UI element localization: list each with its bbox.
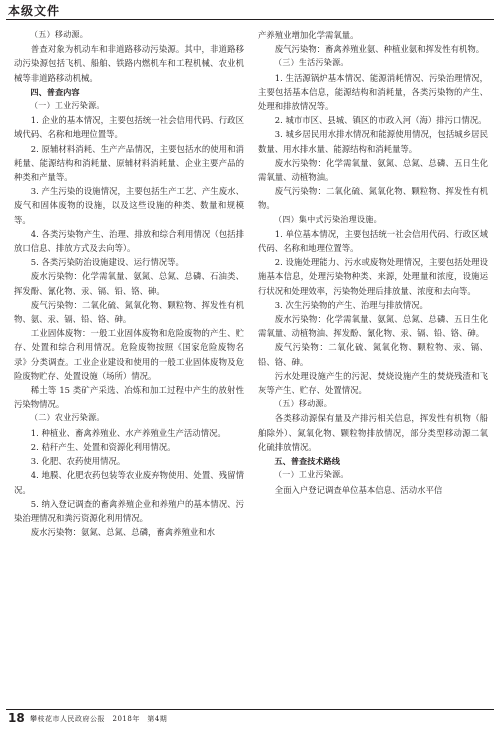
paragraph: 废气污染物：畜禽养殖业氨、种植业氨和挥发性有机物。	[274, 44, 485, 55]
paragraph-continuation: 产养殖业增加化学需氧量。	[258, 30, 359, 40]
section-title: 本级文件	[8, 4, 61, 18]
paragraph: 4. 各类污染物产生、治理、排放和综合利用情况（包括排放口信息、排放方式及去向等）。	[14, 228, 244, 254]
left-column	[14, 28, 244, 698]
right-column	[258, 28, 488, 698]
page-number: 18	[8, 711, 25, 725]
section-heading: 四、普查内容	[30, 86, 80, 97]
subsection-heading: （二）农业污染源。	[30, 413, 105, 423]
subsection-heading: （五）移动源。	[30, 30, 89, 39]
paragraph: 全面入户登记调查单位基本信息、活动水平信	[274, 484, 443, 495]
subsection-heading: （五）移动源。	[274, 399, 333, 409]
page-footer	[0, 701, 500, 731]
footer-rule	[6, 709, 494, 710]
paragraph: 1. 单位基本情况，主要包括统一社会信用代码、行政区域代码、名称和地理位置等。	[258, 228, 488, 254]
paragraph: 废水污染物：化学需氧量、氨氮、总氮、总磷、五日生化需氧量、动植物油、挥发酚、氰化物、汞、镉、铅、铬、砷。	[258, 314, 488, 339]
paragraph: 1. 生活源锅炉基本情况、能源消耗情况、污染治理情况，主要包括基本信息，能源结构和消耗量，各类污染物的产生、处理和排放情况等。	[258, 72, 488, 112]
subsection-heading: （四）集中式污染治理设施。	[274, 214, 382, 224]
paragraph: 废气污染物：二氧化硫、氮氧化物、颗粒物、挥发性有机物。	[258, 186, 488, 211]
header-rule	[6, 19, 494, 20]
paragraph: 2. 城市市区、县城、镇区的市政入河（海）排污口情况。	[274, 115, 487, 126]
paragraph: 3. 城乡居民用水排水情况和能源使用情况，包括城乡居民数量、用水排水量、能源结构和消耗量等。	[258, 129, 488, 154]
publication-source: 攀枝花市人民政府公报 2018年 第4期	[30, 715, 168, 723]
paragraph: 3. 次生污染物的产生、治理与排放情况。	[274, 299, 428, 310]
paragraph: 污水处理设施产生的污泥、焚烧设施产生的焚烧残渣和飞灰等产生、贮存、处置情况。	[258, 370, 488, 396]
section-heading: 五、普查技术路线	[274, 456, 340, 467]
paragraph: 3. 产生污染的设施情况，主要包括生产工艺、产生废水、废气和固体废物的设施，以及这些设施的种类、数量和规模等。	[14, 186, 244, 225]
paragraph: 2. 原辅材料消耗、生产产品情况，主要包括水的使用和消耗量、能源结构和消耗量、原辅材料消耗量、企业主要产品的种类和产量等。	[14, 143, 244, 183]
paragraph: 2. 设施处理能力、污水或废物处理情况，主要包括处理设施基本信息，处理污染物种类、来源，处理量和浓度，设施运行状况和处理效率，污染物处理后排放量、浓度和去向等。	[258, 257, 488, 296]
paragraph: 废水污染物：氨氮、总氮、总磷，畜禽养殖业和水	[30, 527, 216, 538]
paragraph: 普查对象为机动车和非道路移动污染源。其中，非道路移动污染源包括飞机、船舶、铁路内燃机车和工程机械、农业机械等非道路移动机械。	[14, 44, 244, 83]
paragraph: 废气污染物：二氧化硫、氮氧化物、颗粒物、汞、镉、铅、铬、砷。	[258, 342, 488, 367]
paragraph: 5. 纳入登记调查的畜禽养殖企业和养殖户的基本情况、污染治理情况和粪污资源化利用情况。	[14, 498, 244, 523]
paragraph: 稀土等 15 类矿产采选、冶炼和加工过程中产生的放射性污染物情况。	[14, 385, 244, 410]
paragraph: 各类移动源保有量及产排污相关信息，挥发性有机物（船舶除外）、氮氧化物、颗粒物排放情况，部分类型移动源二氧化硫排放情况。	[258, 413, 488, 452]
subsection-heading: （一）工业污染源。	[30, 101, 105, 111]
paragraph: 废水污染物：化学需氧量、氨氮、总氮、总磷、石油类、挥发酚、氰化物、汞、镉、铅、铬、砷。	[14, 271, 244, 296]
paragraph: 1. 企业的基本情况，主要包括统一社会信用代码、行政区域代码、名称和地理位置等。	[14, 115, 244, 140]
paragraph: 工业固体废物：一般工业固体废物和危险废物的产生、贮存、处置和综合利用情况。危险废物按照《国家危险废物名录》分类调查。工业企业建设和使用的一般工业固体废物及危险废物贮存、处置设施（场所）情况。	[14, 328, 244, 381]
paragraph: 废气污染物：二氧化硫、氮氧化物、颗粒物、挥发性有机物、氨、汞、镉、铅、铬、砷。	[14, 299, 244, 325]
page-header	[0, 0, 500, 22]
paragraph: 3. 化肥、农药使用情况。	[30, 456, 126, 467]
paragraph: 1. 种植业、畜禽养殖业、水产养殖业生产活动情况。	[30, 427, 226, 438]
subsection-heading: （一）工业污染源。	[274, 470, 349, 480]
paragraph: 4. 地膜、化肥农药包装等农业废弃物使用、处置、残留情况。	[14, 470, 244, 495]
paragraph: 5. 各类污染防治设施建设、运行情况等。	[30, 257, 184, 268]
paragraph: 废水污染物：化学需氧量、氨氮、总氮、总磷、五日生化需氧量、动植物油。	[258, 157, 488, 183]
subsection-heading: （三）生活污染源。	[274, 58, 349, 68]
paragraph: 2. 秸秆产生、处置和资源化利用情况。	[30, 441, 176, 452]
